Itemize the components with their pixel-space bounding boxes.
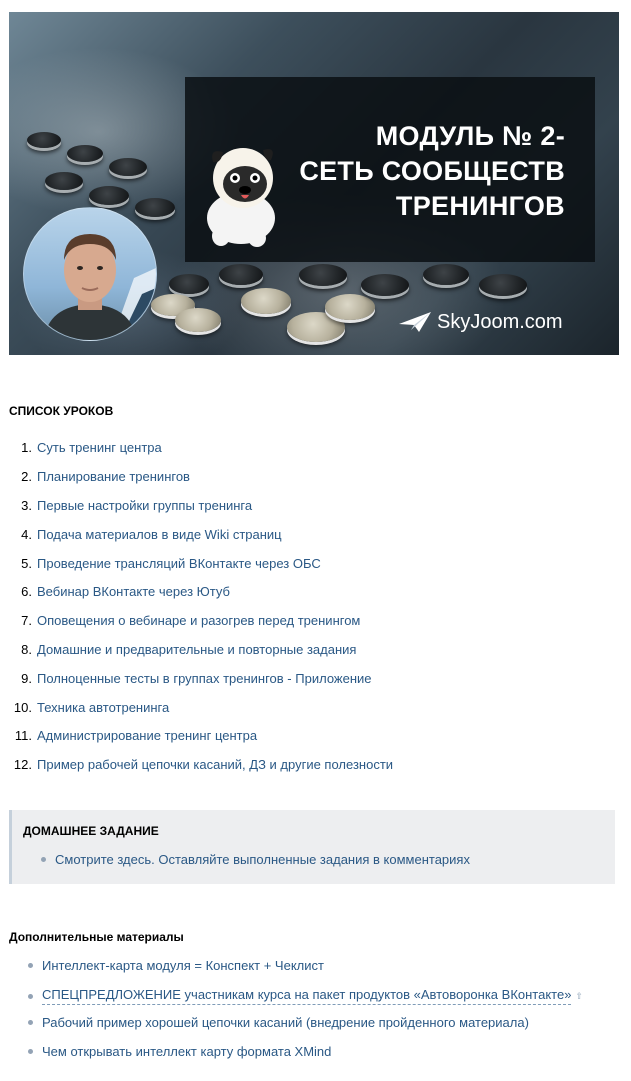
brand-text: SkyJoom.com: [437, 310, 563, 333]
lesson-link[interactable]: Техника автотренинга: [37, 699, 170, 715]
typewriter-key: [27, 132, 61, 148]
list-item[interactable]: [0, 639, 460, 659]
avatar-portrait: [24, 208, 156, 340]
list-number: 11.: [14, 727, 32, 743]
module-banner: [9, 12, 619, 355]
list-number: 12.: [13, 756, 32, 772]
typewriter-key: [109, 158, 147, 176]
list-number: 10.: [13, 699, 32, 715]
brand-logo: [397, 310, 563, 334]
typewriter-key: [219, 264, 263, 285]
lesson-link[interactable]: Планирование тренингов: [37, 468, 190, 484]
lesson-link[interactable]: Полноценные тесты в группах тренингов - Приложение: [37, 670, 372, 686]
bullet-icon: [41, 857, 46, 862]
lesson-link[interactable]: Первые настройки группы тренинга: [37, 497, 253, 513]
lessons-heading: СПИСОК УРОКОВ: [9, 404, 114, 418]
paper-plane-icon: [397, 310, 433, 334]
module-title-line-3: ТРЕНИНГОВ: [395, 191, 565, 221]
lesson-link[interactable]: Администрирование тренинг центра: [37, 727, 258, 743]
lesson-link[interactable]: Пример рабочей цепочки касаний, ДЗ и другие полезности: [37, 756, 394, 772]
bullet-icon: [28, 963, 33, 968]
list-number: 6.: [21, 583, 32, 599]
homework-heading: ДОМАШНЕЕ ЗАДАНИЕ: [23, 824, 159, 838]
mindmap-link[interactable]: Интеллект-карта модуля = Конспект + Чеклист: [42, 958, 324, 973]
list-number: 2.: [21, 468, 32, 484]
lesson-link[interactable]: Подача материалов в виде Wiki страниц: [37, 526, 282, 542]
list-number: 1.: [21, 439, 32, 455]
typewriter-key: [325, 294, 375, 320]
avatar: [23, 207, 157, 341]
example-chain-link[interactable]: Рабочий пример хорошей цепочки касаний (внедрение пройденного материала): [42, 1015, 529, 1030]
list-item[interactable]: [0, 668, 460, 688]
lesson-link[interactable]: Домашние и предварительные и повторные задания: [37, 641, 357, 657]
lesson-link[interactable]: Суть тренинг центра: [37, 439, 162, 455]
list-item[interactable]: [0, 697, 460, 717]
external-link-icon: ⇧: [575, 990, 583, 1001]
lesson-link[interactable]: Оповещения о вебинаре и разогрев перед тренингом: [37, 612, 361, 628]
bullet-icon: [28, 1049, 33, 1054]
list-item[interactable]: [0, 581, 460, 601]
xmind-link[interactable]: Чем открывать интеллект карту формата XMind: [42, 1044, 332, 1059]
typewriter-key: [175, 308, 221, 332]
list-number: 9.: [21, 670, 32, 686]
list-item[interactable]: [28, 987, 583, 1005]
list-item[interactable]: [0, 437, 460, 457]
list-item[interactable]: [28, 958, 324, 973]
homework-link[interactable]: Смотрите здесь. Оставляйте выполненные задания в комментариях: [55, 852, 470, 867]
typewriter-key: [361, 274, 409, 296]
list-number: 5.: [21, 555, 32, 571]
module-title-line-1: МОДУЛЬ № 2-: [375, 121, 565, 151]
list-item[interactable]: [0, 610, 460, 630]
list-number: 7.: [21, 612, 32, 628]
typewriter-key: [67, 145, 103, 162]
list-item[interactable]: [0, 524, 460, 544]
typewriter-key: [423, 264, 469, 285]
list-number: 8.: [21, 641, 32, 657]
list-item[interactable]: [0, 725, 460, 745]
list-item[interactable]: [28, 1044, 331, 1059]
bullet-icon: [28, 994, 33, 999]
special-offer-link[interactable]: СПЕЦПРЕДЛОЖЕНИЕ участникам курса на пакет продуктов «Автоворонка ВКонтакте»: [42, 987, 571, 1005]
list-item[interactable]: [41, 852, 470, 867]
lesson-link[interactable]: Вебинар ВКонтакте через Ютуб: [37, 583, 230, 599]
pug-mascot-icon: [191, 140, 287, 248]
homework-quote-box: [9, 810, 615, 884]
typewriter-key: [299, 264, 347, 286]
module-title-line-2: СЕТЬ СООБЩЕСТВ: [299, 156, 565, 186]
bullet-icon: [28, 1020, 33, 1025]
typewriter-key: [241, 288, 291, 314]
typewriter-key: [89, 186, 129, 205]
extra-materials-heading: Дополнительные материалы: [9, 930, 184, 944]
list-number: 3.: [21, 497, 32, 513]
list-item[interactable]: [0, 754, 460, 774]
list-item[interactable]: [28, 1015, 529, 1030]
list-item[interactable]: [0, 553, 460, 573]
typewriter-key: [479, 274, 527, 296]
lesson-link[interactable]: Проведение трансляций ВКонтакте через ОБС: [37, 555, 321, 571]
typewriter-key: [135, 198, 175, 217]
typewriter-key: [169, 274, 209, 294]
typewriter-key: [45, 172, 83, 190]
list-number: 4.: [21, 526, 32, 542]
list-item[interactable]: [0, 495, 460, 515]
list-item[interactable]: [0, 466, 460, 486]
